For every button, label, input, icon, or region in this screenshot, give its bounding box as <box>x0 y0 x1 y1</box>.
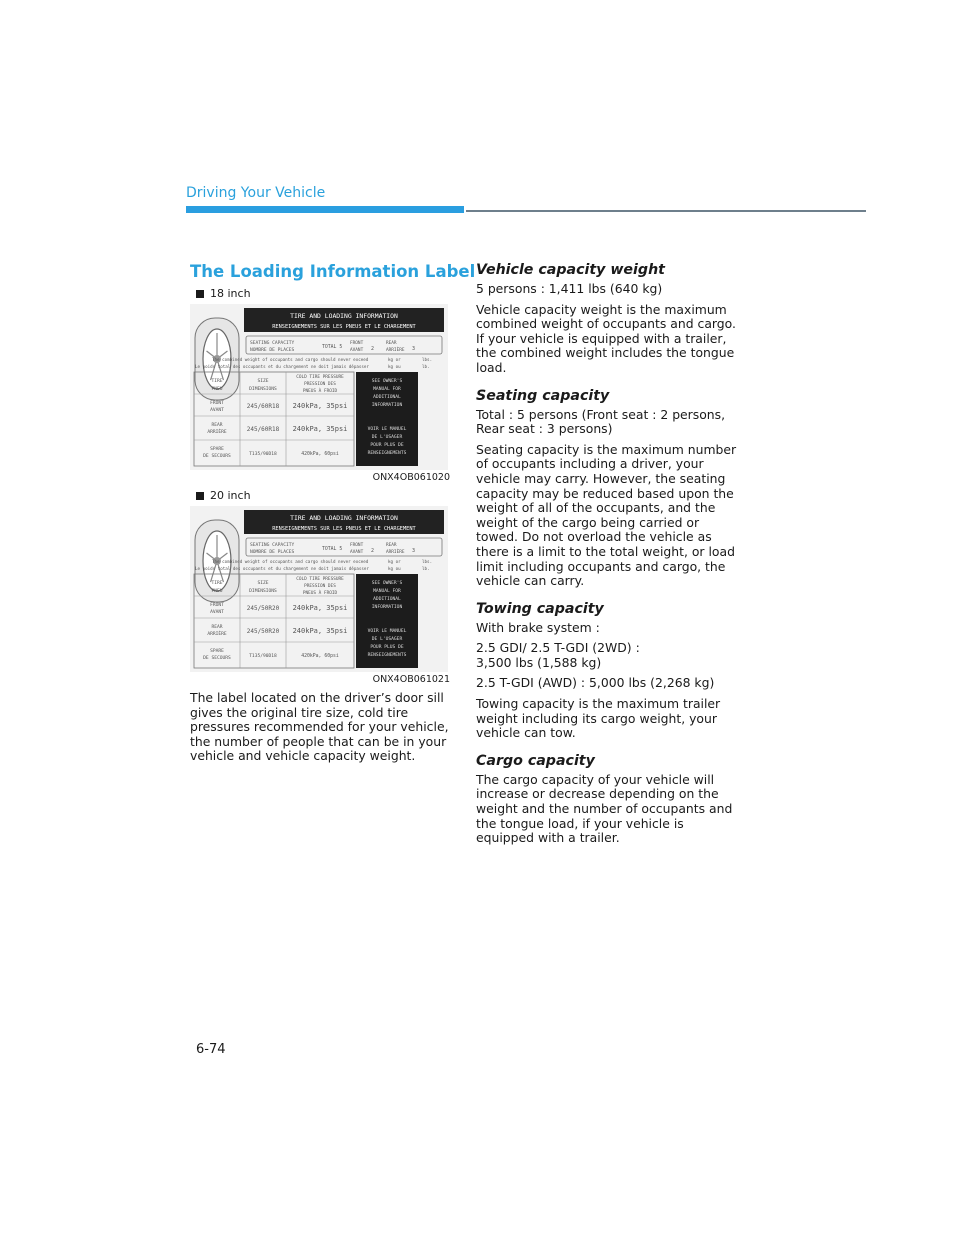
see-manual: MANUAL FOR <box>373 589 401 594</box>
label-title-en: TIRE AND LOADING INFORMATION <box>290 312 398 320</box>
figure-caption-text: 18 inch <box>210 287 251 300</box>
see-information: INFORMATION <box>371 605 403 610</box>
figure-caption-18 <box>190 287 450 300</box>
col-pressure: COLD TIRE PRESSURE <box>296 577 344 582</box>
rear-size: 245/50R20 <box>246 628 280 635</box>
col-pressure-fr: PRESSION DES <box>304 382 336 387</box>
heading-cargo-capacity: Cargo capacity <box>476 752 595 769</box>
row-front-fr: AVANT <box>210 408 224 413</box>
see-manual: MANUAL FOR <box>373 387 401 392</box>
row-rear-fr: ARRIÈRE <box>207 632 227 637</box>
col-size-fr: DIMENSIONS <box>249 589 277 594</box>
kg-fr: kg ou <box>388 566 401 571</box>
paragraph: Vehicle capacity weight is the maximum combined weight of occupants and cargo. If your vehicle is equipped with a trailer, the combined weight includes the tongue load. <box>476 301 736 375</box>
row-rear: REAR <box>211 423 223 428</box>
col-size: SIZE <box>257 581 269 586</box>
paragraph: Towing capacity is the maximum trailer weight including its cargo weight, your vehicle can tow. <box>476 696 721 741</box>
col-tire-fr: PNEU <box>211 387 223 392</box>
spare-size: T135/90D18 <box>249 654 277 659</box>
seating-total: TOTAL 5 <box>322 345 343 350</box>
rear-pressure: 240kPa, 35psi <box>292 627 348 635</box>
paragraph: Total : 5 persons (Front seat : 2 persons, Rear seat : 3 persons) <box>476 406 726 437</box>
tire-label-figure-18 <box>190 304 448 470</box>
seating-fr: NOMBRE DE PLACES <box>250 550 295 555</box>
label-title-en: TIRE AND LOADING INFORMATION <box>290 514 398 522</box>
paragraph: With brake system : <box>476 619 600 635</box>
tire-label-illustration <box>190 304 448 470</box>
spare-size: T135/90D18 <box>249 452 277 457</box>
voir-plus: POUR PLUS DE <box>370 645 404 650</box>
bullet-square-icon <box>196 290 204 298</box>
warning-fr: Le poids total des occupants et du chargement ne doit jamais dépasser <box>195 566 369 571</box>
front-size: 245/60R18 <box>246 403 280 410</box>
towing-line: 3,500 lbs (1,588 kg) <box>476 654 602 670</box>
tire-label-figure-20 <box>190 506 448 672</box>
heading-seating-capacity: Seating capacity <box>476 387 610 404</box>
warning-fr: Le poids total des occupants et du chargement ne doit jamais dépasser <box>195 364 369 369</box>
col-pressure-fr2: PNEUS À FROID <box>302 389 338 394</box>
row-front: FRONT <box>210 603 224 608</box>
col-pressure-fr2: PNEUS À FROID <box>302 591 338 596</box>
front-size: 245/50R20 <box>246 605 280 612</box>
row-spare: SPARE <box>210 649 224 654</box>
header-rule-accent <box>186 206 464 213</box>
col-tire: TIRE <box>211 379 223 384</box>
voir-manuel: VOIR LE MANUEL <box>367 629 407 634</box>
section-title: Driving Your Vehicle <box>186 185 326 201</box>
see-owners: SEE OWNER'S <box>371 379 403 384</box>
header-rule <box>466 210 866 212</box>
page-title: The Loading Information Label <box>190 262 476 281</box>
voir-renseignements: RENSEIGNEMENTS <box>367 653 407 658</box>
figure-caption-20 <box>190 489 450 502</box>
kg-fr: kg ou <box>388 364 401 369</box>
rear-size: 245/60R18 <box>246 426 280 433</box>
voir-manuel: VOIR LE MANUEL <box>367 427 407 432</box>
row-rear-fr: ARRIÈRE <box>207 430 227 435</box>
see-additional: ADDITIONAL <box>373 597 401 602</box>
warning-en: The combined weight of occupants and cargo should never exceed <box>212 559 369 564</box>
row-rear: REAR <box>211 625 223 630</box>
voir-usager: DE L'USAGER <box>371 637 403 642</box>
paragraph <box>476 641 738 670</box>
seating-front-count: 2 <box>371 548 375 554</box>
front-pressure: 240kPa, 35psi <box>292 604 348 612</box>
kg-en: kg or <box>388 559 401 564</box>
see-additional: ADDITIONAL <box>373 395 401 400</box>
lbs-fr: lb. <box>422 566 430 571</box>
paragraph: The cargo capacity of your vehicle will increase or decrease depending on the weight and the number of occupants and the tongue load, if your vehicle is equipped with a trailer. <box>476 771 733 846</box>
bullet-square-icon <box>196 492 204 500</box>
lbs-en: lbs. <box>422 559 433 564</box>
see-information: INFORMATION <box>371 403 403 408</box>
figure-caption-text: 20 inch <box>210 489 251 502</box>
seating-en: SEATING CAPACITY <box>250 341 295 346</box>
heading-vehicle-capacity: Vehicle capacity weight <box>476 262 665 278</box>
see-owners: SEE OWNER'S <box>371 581 403 586</box>
lbs-en: lbs. <box>422 357 433 362</box>
col-size: SIZE <box>257 379 269 384</box>
row-front: FRONT <box>210 401 224 406</box>
seating-front-fr: AVANT <box>350 348 364 353</box>
body-paragraph: The label located on the driver’s door sill gives the original tire size, cold tire pressures recommended for your vehicle, the number of people that can be in your vehicle and vehicle capacity weight. <box>190 690 449 764</box>
left-column <box>190 262 476 770</box>
seating-front: FRONT <box>350 543 364 548</box>
seating-rear-fr: ARRIÈRE <box>386 550 405 555</box>
seating-rear-fr: ARRIÈRE <box>386 348 405 353</box>
label-title-fr: RENSEIGNEMENTS SUR LES PNEUS ET LE CHARGEMENT <box>272 324 416 330</box>
col-pressure: COLD TIRE PRESSURE <box>296 375 344 380</box>
row-front-fr: AVANT <box>210 610 224 615</box>
col-pressure-fr: PRESSION DES <box>304 584 336 589</box>
seating-rear: REAR <box>386 543 397 548</box>
paragraph: 5 persons : 1,411 lbs (640 kg) <box>476 281 663 296</box>
seating-en: SEATING CAPACITY <box>250 543 295 548</box>
front-pressure: 240kPa, 35psi <box>292 402 348 410</box>
tire-label-illustration <box>190 506 448 672</box>
spare-pressure: 420kPa, 60psi <box>301 452 339 457</box>
row-spare-fr: DE SECOURS <box>203 656 231 661</box>
right-column <box>476 262 738 852</box>
figure-code: ONX4OB061020 <box>372 472 450 483</box>
kg-en: kg or <box>388 357 401 362</box>
col-tire: TIRE <box>211 581 223 586</box>
seating-rear: REAR <box>386 341 397 346</box>
rear-pressure: 240kPa, 35psi <box>292 425 348 433</box>
towing-line: 2.5 GDI/ 2.5 T-GDI (2WD) : <box>476 640 640 656</box>
seating-total: TOTAL 5 <box>322 547 343 552</box>
seating-front-fr: AVANT <box>350 550 364 555</box>
col-tire-fr: PNEU <box>211 589 223 594</box>
lbs-fr: lb. <box>422 364 430 369</box>
label-title-fr: RENSEIGNEMENTS SUR LES PNEUS ET LE CHARGEMENT <box>272 526 416 532</box>
row-spare: SPARE <box>210 447 224 452</box>
voir-plus: POUR PLUS DE <box>370 443 404 448</box>
seating-rear-count: 3 <box>412 346 416 352</box>
warning-en: The combined weight of occupants and cargo should never exceed <box>212 357 369 362</box>
col-size-fr: DIMENSIONS <box>249 387 277 392</box>
heading-towing-capacity: Towing capacity <box>476 600 604 617</box>
voir-usager: DE L'USAGER <box>371 435 403 440</box>
row-spare-fr: DE SECOURS <box>203 454 231 459</box>
seating-front: FRONT <box>350 341 364 346</box>
voir-renseignements: RENSEIGNEMENTS <box>367 451 407 456</box>
seating-fr: NOMBRE DE PLACES <box>250 348 295 353</box>
spare-pressure: 420kPa, 60psi <box>301 654 339 659</box>
figure-code: ONX4OB061021 <box>372 674 450 685</box>
page-number: 6-74 <box>196 1042 226 1057</box>
paragraph: 2.5 T-GDI (AWD) : 5,000 lbs (2,268 kg) <box>476 675 715 691</box>
seating-front-count: 2 <box>371 346 375 352</box>
paragraph: Seating capacity is the maximum number of occupants including a driver, your vehicle may carry. However, the seating capacity may be reduced based upon the weight of all of the occupants, and the weight of the cargo being carried or towed. Do not overload the vehicle as there is a limit to the total weight, or load limit including occupants and cargo, the vehicle can carry. <box>476 441 737 589</box>
seating-rear-count: 3 <box>412 548 416 554</box>
